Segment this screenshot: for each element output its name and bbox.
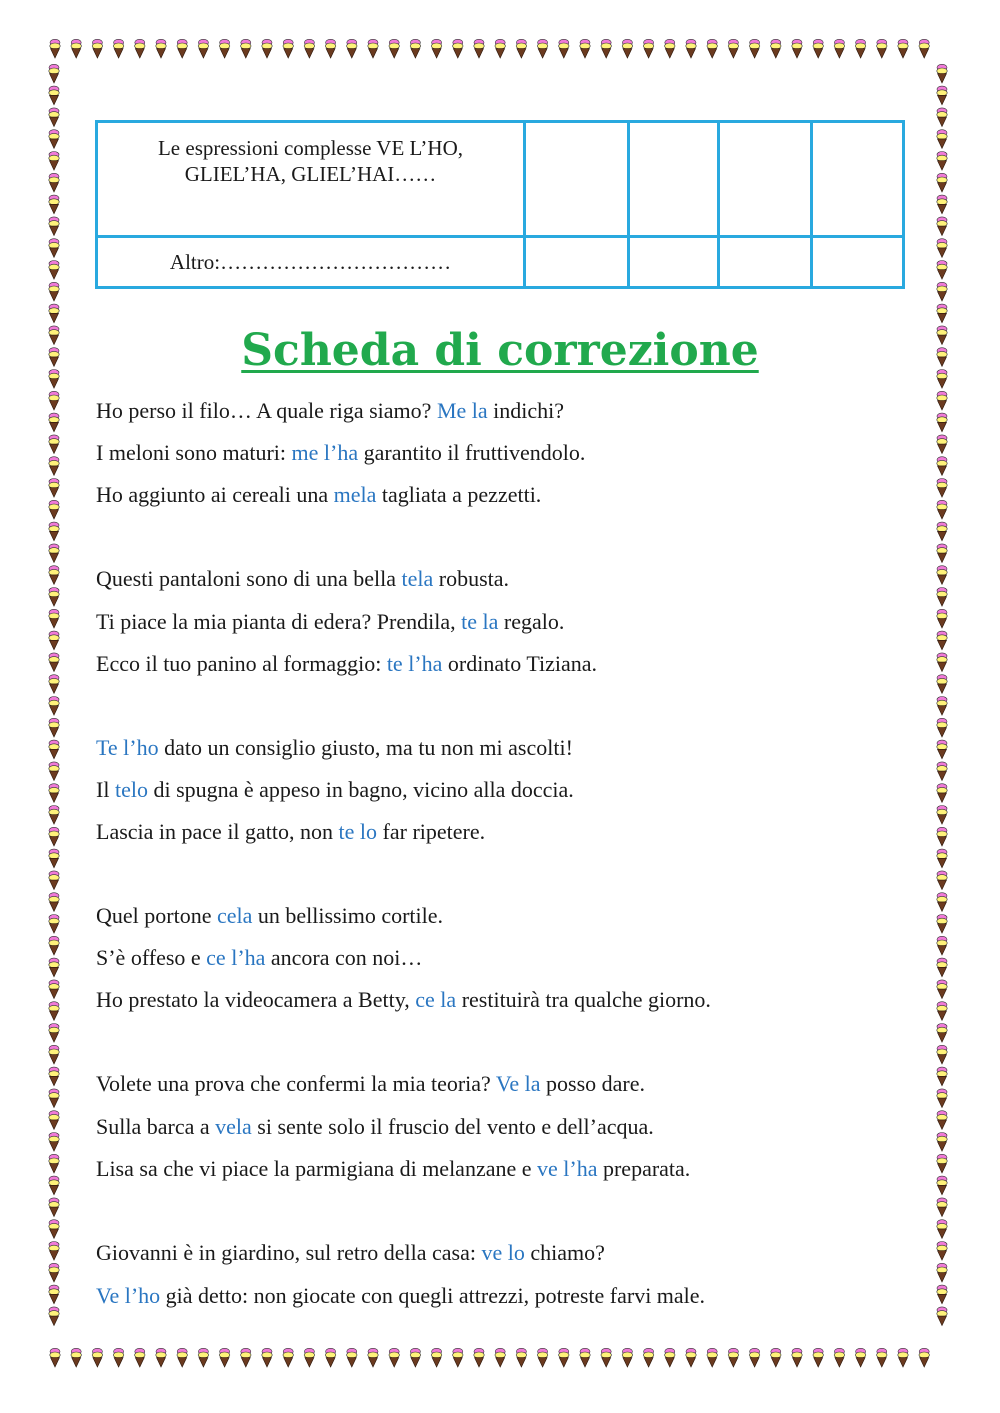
ice-cream-cone-icon	[49, 1045, 59, 1064]
ice-cream-cone-icon	[49, 1023, 59, 1042]
ice-cream-cone-icon	[49, 675, 59, 694]
ice-cream-cone-icon	[937, 413, 947, 432]
sentence-text: S’è offeso e	[96, 945, 207, 970]
score-label-other: Altro:……………………………	[97, 237, 525, 288]
ice-cream-cone-icon	[495, 39, 505, 58]
sentence-text: Ho perso il filo… A quale riga siamo?	[96, 398, 437, 423]
highlighted-pronoun: ce l’ha	[206, 945, 266, 970]
ice-cream-cone-icon	[49, 86, 59, 105]
ice-cream-cone-icon	[49, 588, 59, 607]
ice-cream-cone-icon	[474, 39, 484, 58]
ice-cream-cone-icon	[219, 39, 229, 58]
ice-cream-cone-icon	[113, 39, 123, 58]
ice-cream-cone-icon	[937, 130, 947, 149]
ice-cream-cone-icon	[347, 39, 357, 58]
ice-cream-cone-icon	[937, 217, 947, 236]
ice-cream-cone-icon	[877, 1348, 887, 1367]
ice-cream-cone-icon	[937, 1285, 947, 1304]
page-title: Scheda di correzione	[241, 325, 759, 376]
ice-cream-cone-icon	[937, 718, 947, 737]
ice-cream-cone-icon	[937, 173, 947, 192]
highlighted-pronoun: vela	[215, 1114, 252, 1139]
ice-cream-cone-icon	[601, 39, 611, 58]
ice-cream-cone-icon	[49, 457, 59, 476]
ice-cream-cone-icon	[937, 282, 947, 301]
ice-cream-cone-icon	[431, 1348, 441, 1367]
highlighted-pronoun: ce la	[415, 987, 457, 1012]
ice-cream-cone-icon	[453, 1348, 463, 1367]
sentence-text: tagliata a pezzetti.	[376, 482, 542, 507]
score-table	[95, 120, 905, 289]
sentence-line	[96, 901, 443, 931]
ice-cream-cone-icon	[49, 544, 59, 563]
sentence-line	[96, 775, 574, 805]
sentence-text: di spugna è appeso in bagno, vicino alla doccia.	[147, 777, 574, 802]
ice-cream-cone-icon	[834, 1348, 844, 1367]
ice-cream-cone-icon	[516, 1348, 526, 1367]
sentence-text: indichi?	[487, 398, 565, 423]
ice-cream-cone-icon	[937, 152, 947, 171]
ice-cream-cone-icon	[241, 39, 251, 58]
sentence-text: robusta.	[433, 566, 510, 591]
score-cell[interactable]	[719, 122, 812, 237]
sentence-text: Volete una prova che confermi la mia teoria?	[96, 1071, 496, 1096]
ice-cream-cone-icon	[304, 39, 314, 58]
sentence-text: Ho aggiunto ai cereali una	[96, 482, 334, 507]
ice-cream-cone-icon	[49, 740, 59, 759]
ice-cream-cone-icon	[219, 1348, 229, 1367]
ice-cream-cone-icon	[937, 195, 947, 214]
ice-cream-cone-icon	[368, 1348, 378, 1367]
ice-cream-cone-icon	[410, 39, 420, 58]
ice-cream-cone-icon	[49, 195, 59, 214]
ice-cream-cone-icon	[113, 1348, 123, 1367]
ice-cream-cone-icon	[898, 1348, 908, 1367]
ice-cream-cone-icon	[937, 1263, 947, 1282]
ice-cream-cone-icon	[937, 1198, 947, 1217]
sentence-text: Ti piace la mia pianta di edera? Prendila,	[96, 609, 462, 634]
ice-cream-cone-icon	[49, 173, 59, 192]
ice-cream-cone-icon	[177, 1348, 187, 1367]
ice-cream-cone-icon	[937, 740, 947, 759]
ice-cream-cone-icon	[937, 239, 947, 258]
sentence-line	[96, 985, 711, 1015]
ice-cream-cone-icon	[937, 1089, 947, 1108]
sentence-line	[96, 396, 564, 426]
ice-cream-cone-icon	[50, 1348, 60, 1367]
ice-cream-cone-icon	[937, 108, 947, 127]
ice-cream-cone-icon	[813, 39, 823, 58]
ice-cream-cone-icon	[49, 1002, 59, 1021]
sentence-line	[96, 1112, 654, 1142]
ice-cream-cone-icon	[135, 39, 145, 58]
ice-cream-cone-icon	[937, 86, 947, 105]
sentence-text: Ecco il tuo panino al formaggio:	[96, 651, 387, 676]
ice-cream-cone-icon	[937, 784, 947, 803]
ice-cream-cone-icon	[431, 39, 441, 58]
ice-cream-cone-icon	[49, 827, 59, 846]
sentence-text: un bellissimo cortile.	[252, 903, 444, 928]
ice-cream-cone-icon	[198, 39, 208, 58]
highlighted-pronoun: te l’ha	[386, 651, 443, 676]
ice-cream-cone-icon	[241, 1348, 251, 1367]
ice-cream-cone-icon	[49, 784, 59, 803]
ice-cream-cone-icon	[453, 39, 463, 58]
ice-cream-cone-icon	[937, 1023, 947, 1042]
sentence-text: regalo.	[498, 609, 565, 634]
sentence-text: Il	[96, 777, 115, 802]
ice-cream-cone-icon	[559, 39, 569, 58]
ice-cream-cone-icon	[937, 1002, 947, 1021]
ice-cream-cone-icon	[665, 39, 675, 58]
highlighted-pronoun: Ve la	[495, 1071, 541, 1096]
ice-cream-cone-icon	[813, 1348, 823, 1367]
ice-cream-cone-icon	[919, 1348, 929, 1367]
sentence-line	[96, 1238, 605, 1268]
ice-cream-cone-icon	[643, 1348, 653, 1367]
ice-cream-cone-icon	[937, 1220, 947, 1239]
ice-cream-cone-icon	[49, 1089, 59, 1108]
ice-cream-cone-icon	[49, 282, 59, 301]
highlighted-pronoun: Me la	[436, 398, 488, 423]
highlighted-pronoun: cela	[216, 903, 253, 928]
sentence-text: restituirà tra qualche giorno.	[456, 987, 711, 1012]
ice-cream-cone-icon	[49, 631, 59, 650]
ice-cream-cone-icon	[49, 936, 59, 955]
ice-cream-cone-icon	[49, 849, 59, 868]
ice-cream-cone-icon	[937, 827, 947, 846]
ice-cream-cone-icon	[937, 609, 947, 628]
ice-cream-cone-icon	[49, 152, 59, 171]
sentence-text: Sulla barca a	[96, 1114, 216, 1139]
ice-cream-cone-icon	[937, 64, 947, 83]
highlighted-pronoun: te lo	[338, 819, 378, 844]
ice-cream-cone-icon	[855, 1348, 865, 1367]
ice-cream-cone-icon	[49, 261, 59, 280]
ice-cream-cone-icon	[49, 1154, 59, 1173]
ice-cream-cone-icon	[937, 936, 947, 955]
highlighted-pronoun: mela	[333, 482, 377, 507]
ice-cream-cone-icon	[49, 1285, 59, 1304]
sentence-line	[96, 564, 509, 594]
sentence-text: già detto: non giocate con quegli attrezzi, potreste farvi male.	[160, 1283, 706, 1308]
sentence-text: dato un consiglio giusto, ma tu non mi ascolti!	[158, 735, 573, 760]
ice-cream-cone-icon	[937, 588, 947, 607]
ice-cream-cone-icon	[937, 544, 947, 563]
ice-cream-cone-icon	[937, 1242, 947, 1261]
ice-cream-cone-icon	[937, 1307, 947, 1326]
ice-cream-cone-icon	[622, 1348, 632, 1367]
ice-cream-cone-icon	[937, 304, 947, 323]
ice-cream-cone-icon	[937, 871, 947, 890]
ice-cream-cone-icon	[474, 1348, 484, 1367]
highlighted-pronoun: Ve l’ho	[96, 1283, 161, 1308]
ice-cream-cone-icon	[49, 653, 59, 672]
ice-cream-cone-icon	[580, 39, 590, 58]
ice-cream-cone-icon	[537, 1348, 547, 1367]
highlighted-pronoun: Te l’ho	[96, 735, 159, 760]
sentence-line	[96, 943, 422, 973]
ice-cream-cone-icon	[49, 108, 59, 127]
highlighted-pronoun: ve l’ha	[537, 1156, 598, 1181]
ice-cream-cone-icon	[49, 522, 59, 541]
sentence-text: ordinato Tiziana.	[442, 651, 598, 676]
ice-cream-cone-icon	[49, 806, 59, 825]
ice-cream-cone-icon	[49, 980, 59, 999]
ice-cream-cone-icon	[686, 39, 696, 58]
ice-cream-cone-icon	[49, 64, 59, 83]
ice-cream-cone-icon	[937, 457, 947, 476]
ice-cream-cone-icon	[198, 1348, 208, 1367]
ice-cream-cone-icon	[937, 1045, 947, 1064]
ice-cream-cone-icon	[937, 1067, 947, 1086]
highlighted-pronoun: telo	[114, 777, 148, 802]
ice-cream-cone-icon	[49, 1220, 59, 1239]
score-cell[interactable]	[525, 122, 629, 237]
highlighted-pronoun: me l’ha	[291, 440, 359, 465]
sentence-text: preparata.	[597, 1156, 691, 1181]
ice-cream-cone-icon	[49, 500, 59, 519]
highlighted-pronoun: te la	[461, 609, 499, 634]
ice-cream-cone-icon	[49, 915, 59, 934]
ice-cream-cone-icon	[919, 39, 929, 58]
sentence-line	[96, 733, 573, 763]
sentence-line	[96, 607, 564, 637]
ice-cream-cone-icon	[771, 1348, 781, 1367]
ice-cream-cone-icon	[325, 39, 335, 58]
ice-cream-cone-icon	[49, 1198, 59, 1217]
ice-cream-cone-icon	[622, 39, 632, 58]
sentence-text: ancora con noi…	[265, 945, 423, 970]
ice-cream-cone-icon	[368, 39, 378, 58]
sentence-text: Quel portone	[96, 903, 217, 928]
ice-cream-cone-icon	[937, 806, 947, 825]
ice-cream-cone-icon	[937, 762, 947, 781]
ice-cream-cone-icon	[937, 958, 947, 977]
ice-cream-cone-icon	[262, 1348, 272, 1367]
ice-cream-cone-icon	[92, 1348, 102, 1367]
ice-cream-cone-icon	[49, 304, 59, 323]
ice-cream-cone-icon	[71, 39, 81, 58]
ice-cream-cone-icon	[49, 1307, 59, 1326]
sentence-line	[96, 480, 541, 510]
ice-cream-cone-icon	[347, 1348, 357, 1367]
ice-cream-cone-icon	[92, 39, 102, 58]
sentence-line	[96, 649, 597, 679]
ice-cream-cone-icon	[707, 1348, 717, 1367]
ice-cream-cone-icon	[937, 915, 947, 934]
ice-cream-cone-icon	[50, 39, 60, 58]
highlighted-pronoun: tela	[401, 566, 434, 591]
sentence-text: si sente solo il fruscio del vento e dell’acqua.	[251, 1114, 654, 1139]
ice-cream-cone-icon	[686, 1348, 696, 1367]
ice-cream-cone-icon	[937, 849, 947, 868]
score-row-complex-expressions	[97, 122, 904, 237]
ice-cream-cone-icon	[665, 1348, 675, 1367]
ice-cream-cone-icon	[49, 1242, 59, 1261]
ice-cream-cone-icon	[49, 1133, 59, 1152]
highlighted-pronoun: ve lo	[481, 1240, 525, 1265]
ice-cream-cone-icon	[49, 479, 59, 498]
ice-cream-cone-icon	[937, 1133, 947, 1152]
ice-cream-cone-icon	[937, 479, 947, 498]
ice-cream-cone-icon	[283, 39, 293, 58]
ice-cream-cone-icon	[580, 1348, 590, 1367]
ice-cream-cone-icon	[937, 980, 947, 999]
ice-cream-cone-icon	[49, 1263, 59, 1282]
ice-cream-cone-icon	[707, 39, 717, 58]
ice-cream-cone-icon	[937, 653, 947, 672]
ice-cream-cone-icon	[389, 1348, 399, 1367]
sentence-line	[96, 817, 485, 847]
ice-cream-cone-icon	[49, 435, 59, 454]
ice-cream-cone-icon	[937, 261, 947, 280]
ice-cream-cone-icon	[601, 1348, 611, 1367]
ice-cream-cone-icon	[156, 39, 166, 58]
ice-cream-cone-icon	[792, 1348, 802, 1367]
ice-cream-cone-icon	[49, 893, 59, 912]
score-label-complex-expressions: Le espressioni complesse VE L’HO, GLIEL’HA, GLIEL’HAI……	[97, 122, 525, 237]
ice-cream-cone-icon	[49, 958, 59, 977]
ice-cream-cone-icon	[177, 39, 187, 58]
sentence-text: Questi pantaloni sono di una bella	[96, 566, 402, 591]
sentence-line	[96, 1069, 645, 1099]
sentence-text: Lisa sa che vi piace la parmigiana di melanzane e	[96, 1156, 538, 1181]
ice-cream-cone-icon	[49, 413, 59, 432]
ice-cream-cone-icon	[937, 675, 947, 694]
ice-cream-cone-icon	[937, 1154, 947, 1173]
ice-cream-cone-icon	[728, 39, 738, 58]
ice-cream-cone-icon	[937, 435, 947, 454]
ice-cream-cone-icon	[834, 39, 844, 58]
ice-cream-cone-icon	[325, 1348, 335, 1367]
ice-cream-cone-icon	[749, 1348, 759, 1367]
ice-cream-cone-icon	[262, 39, 272, 58]
sentence-text: Lascia in pace il gatto, non	[96, 819, 339, 844]
ice-cream-cone-icon	[877, 39, 887, 58]
ice-cream-cone-icon	[937, 1176, 947, 1195]
ice-cream-cone-icon	[49, 1067, 59, 1086]
ice-cream-cone-icon	[71, 1348, 81, 1367]
score-row-other	[97, 237, 904, 288]
sentence-text: far ripetere.	[377, 819, 486, 844]
score-cell[interactable]	[525, 237, 629, 288]
ice-cream-cone-icon	[937, 631, 947, 650]
ice-cream-cone-icon	[49, 239, 59, 258]
ice-cream-cone-icon	[495, 1348, 505, 1367]
ice-cream-cone-icon	[559, 1348, 569, 1367]
score-cell[interactable]	[719, 237, 812, 288]
ice-cream-cone-icon	[49, 1111, 59, 1130]
sentence-text: posso dare.	[540, 1071, 645, 1096]
ice-cream-cone-icon	[855, 39, 865, 58]
ice-cream-cone-icon	[304, 1348, 314, 1367]
ice-cream-cone-icon	[283, 1348, 293, 1367]
sentence-line	[96, 1281, 705, 1311]
score-cell[interactable]	[812, 122, 904, 237]
ice-cream-cone-icon	[49, 609, 59, 628]
ice-cream-cone-icon	[537, 39, 547, 58]
sentence-text: chiamo?	[524, 1240, 605, 1265]
ice-cream-cone-icon	[49, 566, 59, 585]
ice-cream-cone-icon	[937, 500, 947, 519]
ice-cream-cone-icon	[937, 893, 947, 912]
ice-cream-cone-icon	[49, 391, 59, 410]
ice-cream-cone-icon	[389, 39, 399, 58]
ice-cream-cone-icon	[728, 1348, 738, 1367]
ice-cream-cone-icon	[49, 762, 59, 781]
sentence-text: garantito il fruttivendolo.	[358, 440, 586, 465]
sentence-text: Giovanni è in giardino, sul retro della casa:	[96, 1240, 482, 1265]
ice-cream-cone-icon	[937, 522, 947, 541]
score-cell[interactable]	[629, 237, 719, 288]
sentence-text: I meloni sono maturi:	[96, 440, 292, 465]
ice-cream-cone-icon	[410, 1348, 420, 1367]
score-cell[interactable]	[812, 237, 904, 288]
ice-cream-cone-icon	[49, 871, 59, 890]
ice-cream-cone-icon	[135, 1348, 145, 1367]
ice-cream-cone-icon	[156, 1348, 166, 1367]
score-cell[interactable]	[629, 122, 719, 237]
ice-cream-cone-icon	[937, 697, 947, 716]
ice-cream-cone-icon	[49, 217, 59, 236]
sentence-line	[96, 438, 585, 468]
ice-cream-cone-icon	[49, 718, 59, 737]
ice-cream-cone-icon	[898, 39, 908, 58]
ice-cream-cone-icon	[937, 566, 947, 585]
ice-cream-cone-icon	[49, 130, 59, 149]
ice-cream-cone-icon	[49, 1176, 59, 1195]
ice-cream-cone-icon	[516, 39, 526, 58]
sentence-line	[96, 1154, 690, 1184]
sentence-text: Ho prestato la videocamera a Betty,	[96, 987, 416, 1012]
ice-cream-cone-icon	[749, 39, 759, 58]
ice-cream-cone-icon	[643, 39, 653, 58]
ice-cream-cone-icon	[937, 1111, 947, 1130]
ice-cream-cone-icon	[937, 391, 947, 410]
ice-cream-cone-icon	[49, 697, 59, 716]
ice-cream-cone-icon	[792, 39, 802, 58]
ice-cream-cone-icon	[771, 39, 781, 58]
